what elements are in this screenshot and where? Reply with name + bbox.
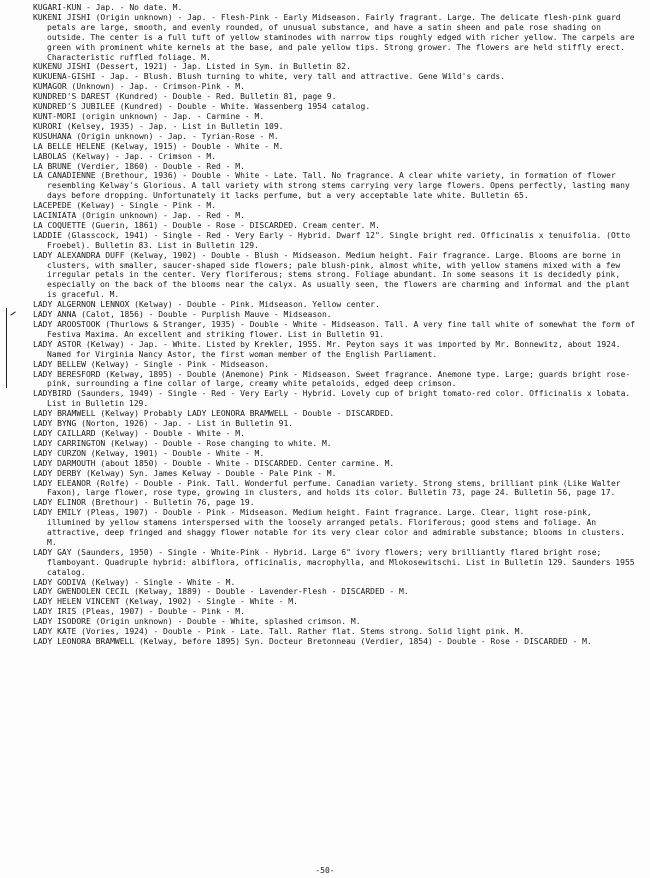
- catalog-entry: KUMAGOR (Unknown) - Jap. - Crimson-Pink - M.: [33, 82, 245, 92]
- catalog-entry: LADY BYNG (Norton, 1926) - Jap. - List in Bulletin 91.: [33, 419, 294, 429]
- margin-mark: [6, 308, 7, 388]
- catalog-entry: LADY GWENDOLEN CECIL (Kelway, 1889) - Double - Lavender-Flesh - DISCARDED - M.: [33, 587, 409, 597]
- catalog-entry: LA BRUNE (Verdier, 1860) - Double - Red - M.: [33, 161, 245, 171]
- catalog-entry: KUGARI-KUN - Jap. - No date. M.: [33, 3, 183, 12]
- catalog-entry: LADY CARRINGTON (Kelway) - Double - Rose changing to white. M.: [33, 438, 332, 448]
- margin-tick-mark: [10, 311, 15, 315]
- catalog-entry: LADY ALGERNON LENNOX (Kelway) - Double - Pink. Midseason. Yellow center.: [33, 300, 380, 310]
- catalog-entry: LADY BERESFORD (Kelway, 1895) - Double (Anemone) Pink - Midseason. Sweet fragrance. Anemone type. Large; guards bright rose-pink, surrounding a fine collar of large, creamy white petaloids, edged deep crimson.: [33, 369, 631, 389]
- catalog-entry: KUKENI JISHI (Origin unknown) - Jap. - Flesh-Pink - Early Midseason. Fairly fragrant. Large. The delicate flesh-pink guard petals are large, smooth, and evenly rounded, of unusual substance, and have a satin sheen and pale rose shading on outside. The center is a full tuft of yellow staminodes with narrow tips roughly edged with richer yellow. The carpels are green with prominent white kernels at the base, and pale yellow tips. Strong grower. The flowers are held stiffly erect. Characteristic ruffled foliage. M.: [33, 12, 635, 62]
- catalog-entry: LADY ASTOR (Kelway) - Jap. - White. Listed by Krekler, 1955. Mr. Peyton says it was imported by Mr. Bonnewitz, about 1924. Named for Virginia Nancy Astor, the first woman member of the English Parliament.: [33, 339, 621, 359]
- catalog-entry: KUNT-MORI (origin unknown) - Jap. - Carmine - M.: [33, 111, 265, 121]
- catalog-entry: LADY HELEN VINCENT (Kelway, 1902) - Single - White - M.: [33, 597, 298, 607]
- catalog-entry: KUKENU JISHI (Dessert, 1921) - Jap. Listed in Sym. in Bulletin 82.: [33, 62, 351, 72]
- catalog-entry: LADY KATE (Vories, 1924) - Double - Pink - Late. Tall. Rather flat. Stems strong. Solid light pink. M.: [33, 627, 525, 637]
- catalog-entry: LADYBIRD (Saunders, 1949) - Single - Red - Very Early - Hybrid. Lovely cup of bright tomato-red color. Officinalis x lobata. List in Bulletin 129.: [33, 389, 631, 409]
- catalog-entry: LA BELLE HELENE (Kelway, 1915) - Double - White - M.: [33, 141, 284, 151]
- catalog-entry: LADY GAY (Saunders, 1950) - Single - White-Pink - Hybrid. Large 6" ivory flowers; very brilliantly flared bright rose; flamboyant. Quadruple hybrid: albiflora, officinalis, macrophylla, and Mlokosewitschi. List in Bulletin 129. Saunders 1955 catalog.: [33, 547, 635, 577]
- catalog-entry: KURORI (Kelsey, 1935) - Jap. - List in Bulletin 109.: [33, 121, 284, 131]
- catalog-entry: KUKUENA-GISHI - Jap. - Blush. Blush turning to white, very tall and attractive. Gene Wild's cards.: [33, 72, 506, 82]
- catalog-entry: LADY LEONORA BRAMWELL (Kelway, before 1895) Syn. Docteur Bretonneau (Verdier, 1854) - Double - Rose - DISCARDED - M.: [33, 637, 592, 646]
- catalog-entry: LADY BELLEW (Kelway) - Single - Pink - Midseason.: [33, 359, 270, 369]
- catalog-entry: LADY ALEXANDRA DUFF (Kelway, 1902) - Double - Blush - Midseason. Medium height. Fair fragrance. Large. Blooms are borne in clusters, with smaller, saucer-shaped side flowers; pale blush-pink, almost white, with yellow stamens mixed with a few irregular petals in the center. Very floriferous; stems strong. Foliage abundant. In some seasons it is decidedly pink, especially on the back of the blooms near the calyx. As usually seen, the flowers are charming and informal and the plant is graceful. M.: [33, 250, 630, 300]
- catalog-entry: LADY ELINOR (Brethour) - Bulletin 76, page 19.: [33, 498, 255, 508]
- catalog-entry: KUNDRED'S JUBILEE (Kundred) - Double - White. Wassenberg 1954 catalog.: [33, 102, 371, 112]
- catalog-entry: LADY EMILY (Pleas, 1907) - Double - Pink - Midseason. Medium height. Faint fragrance. Large. Clear, light rose-pink, illumined by yellow stamens interspersed with the loosely arranged petals. Floriferous; good stems and foliage. An attractive, deep fringed and shaggy flower notable for its very clear color and admirable substance; blooms in clusters. M.: [33, 508, 625, 547]
- catalog-entry: LA COQUETTE (Guerin, 1861) - Double - Rose - DISCARDED. Cream center. M.: [33, 220, 380, 230]
- catalog-entry: LADY ISODORE (Origin unknown) - Double - White, splashed crimson. M.: [33, 617, 361, 627]
- catalog-entry: KUSUHANA (Origin unknown) - Jap. - Tyrian-Rose - M.: [33, 131, 279, 141]
- catalog-entry: LADY ANNA (Calot, 1856) - Double - Purplish Mauve - Midseason.: [33, 310, 332, 320]
- catalog-entry: LACEPEDE (Kelway) - Single - Pink - M.: [33, 201, 217, 211]
- page-number: -50-: [315, 866, 335, 875]
- catalog-entry: LADY ELEANOR (Rolfe) - Double - Pink. Tall. Wonderful perfume. Canadian variety. Strong stems, brilliant pink (Like Walter Faxon), large flower, rose type, growing in clusters, and holds its color. Bulletin 73, page 24. Bulletin 56, page 17.: [33, 478, 621, 498]
- catalog-entry: LADY BRAMWELL (Kelway) Probably LADY LEONORA BRAMWELL - Double - DISCARDED.: [33, 409, 395, 419]
- catalog-entry: LADDIE (Glasscock, 1941) - Single - Red - Very Early - Hybrid. Dwarf 12". Single bright red. Officinalis x tenuifolia. (Otto Froebel). Bulletin 83. List in Bulletin 129.: [33, 230, 631, 250]
- catalog-entry: LADY DERBY (Kelway) Syn. James Kelway - Double - Pale Pink - M.: [33, 468, 337, 478]
- catalog-entry: LACINIATA (Origin unknown) - Jap. - Red - M.: [33, 211, 245, 221]
- peony-entry-list: [33, 3, 639, 647]
- catalog-entry: LA CANADIENNE (Brethour, 1936) - Double - White - Late. Tall. No fragrance. A clear white variety, in formation of flower resembling Kelway's Glorious. A tall variety with strong stems carrying very large flowers. Opens perfectly, lasting many days before dropping. Unfortunately it lacks perfume, but a very acceptable late white. Bulletin 65.: [33, 171, 630, 201]
- catalog-entry: KUNDRED'S DAREST (Kundred) - Double - Red. Bulletin 81, page 9.: [33, 92, 337, 102]
- catalog-entry: LADY CURZON (Kelway, 1901) - Double - White - M.: [33, 448, 265, 458]
- catalog-entry: LADY IRIS (Pleas, 1907) - Double - Pink - M.: [33, 607, 245, 617]
- catalog-entry: LADY CAILLARD (Kelway) - Double - White - M.: [33, 428, 245, 438]
- catalog-entry: LADY DARMOUTH (about 1850) - Double - White - DISCARDED. Center carmine. M.: [33, 458, 395, 468]
- catalog-entry: LADY AROOSTOOK (Thurlows & Stranger, 1935) - Double - White - Midseason. Tall. A very fine tall white of somewhat the form of Festiva Maxima. An excellent and striking flower. List in Bulletin 91.: [33, 320, 636, 339]
- catalog-entry: LABOLAS (Kelway) - Jap. - Crimson - M.: [33, 151, 217, 161]
- catalog-entry: LADY GODIVA (Kelway) - Single - White - M.: [33, 577, 236, 587]
